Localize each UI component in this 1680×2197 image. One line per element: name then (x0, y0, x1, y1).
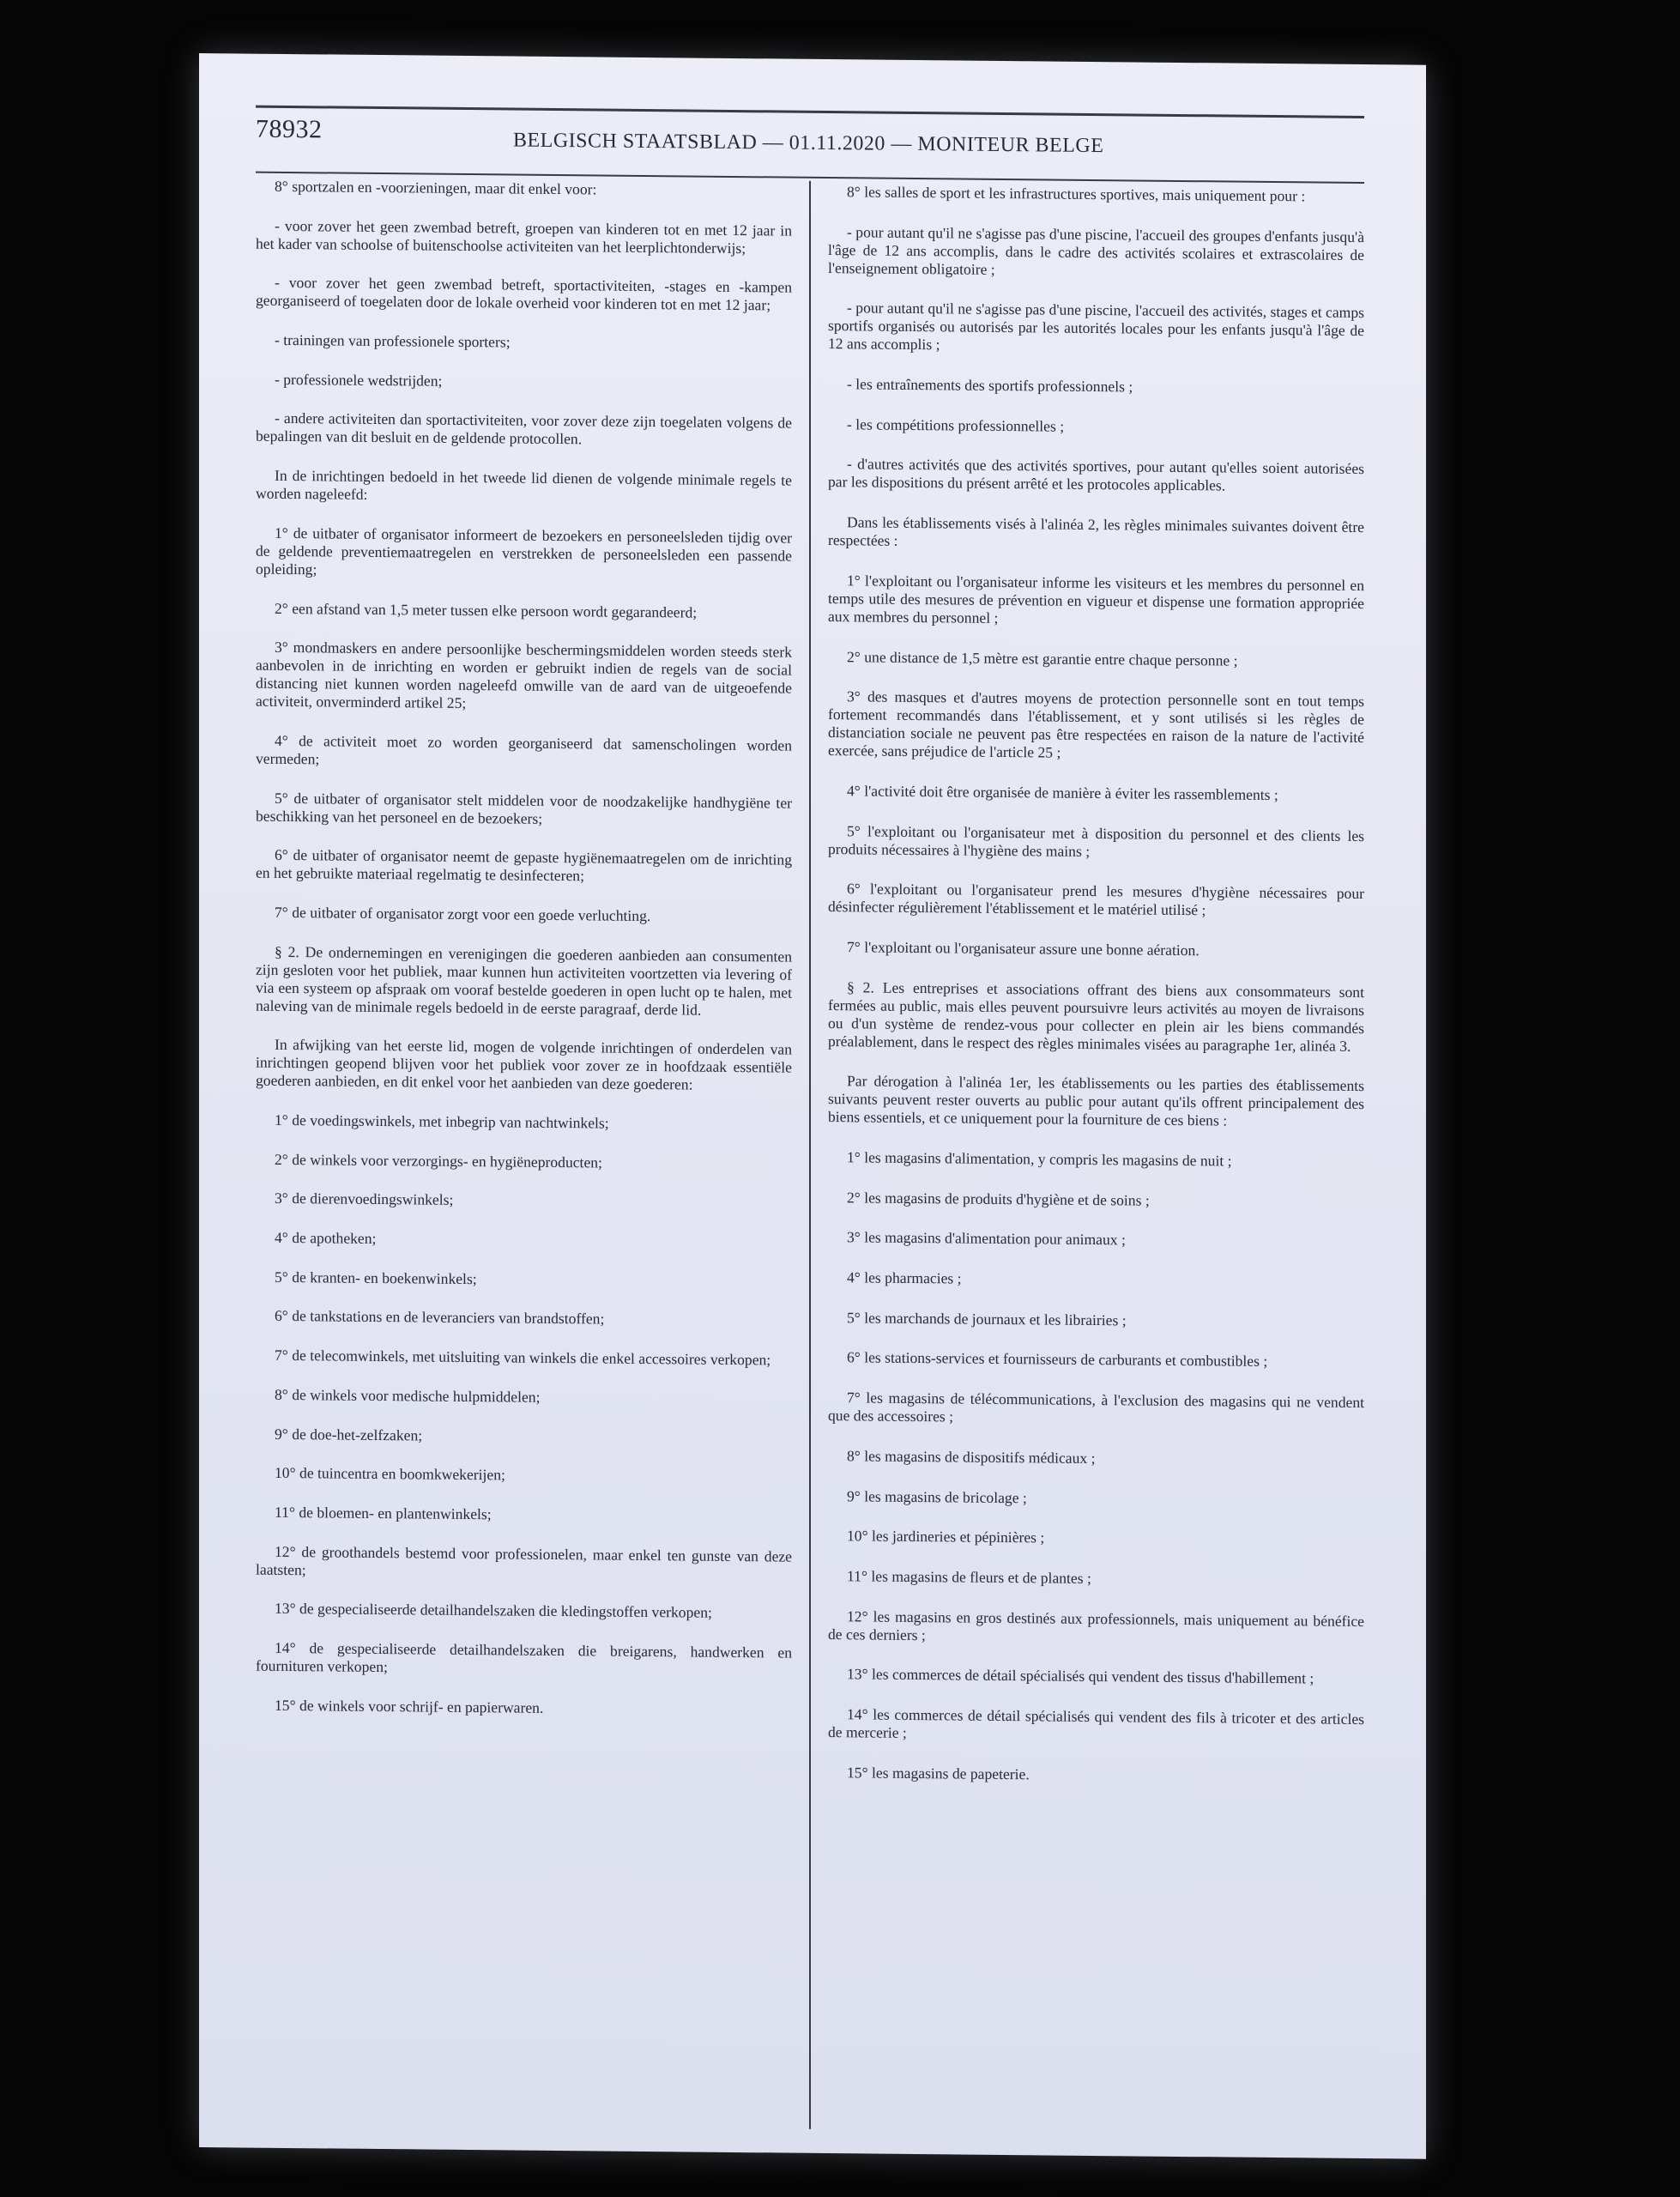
paragraph: 8° les salles de sport et les infrastructures sportives, mais uniquement pour : (847, 183, 1306, 205)
paragraph: 15° les magasins de papeterie. (847, 1763, 1030, 1782)
publication-title: BELGISCH STAATSBLAD — 01.11.2020 — MONITEUR BELGE (513, 129, 1104, 158)
paragraph: 2° de winkels voor verzorgings- en hygiëneproducten; (275, 1150, 602, 1171)
paragraph: 9° les magasins de bricolage ; (847, 1486, 1027, 1506)
page-header (256, 106, 1364, 184)
paragraph: 11° les magasins de fleurs et de plantes ; (847, 1567, 1091, 1587)
paragraph: 2° les magasins de produits d'hygiène et de soins ; (847, 1188, 1150, 1209)
paragraph: 12° de groothandels bestemd voor professionelen, maar enkel ten gunste van deze laatsten; (256, 1542, 792, 1578)
paragraph: 13° de gespecialiseerde detailhandelszaken die kledingstoffen verkopen; (275, 1600, 712, 1621)
paragraph: Par dérogation à l'alinéa 1er, les établissements ou les parties des établissements suivants peuvent rester ouverts au public pour autant qu'ils offrent principalement des biens essentiels, et ce uniquement pour la fourniture de ces biens : (828, 1072, 1364, 1129)
paragraph: 1° les magasins d'alimentation, y compris les magasins de nuit ; (847, 1148, 1232, 1170)
paragraph: Dans les établissements visés à l'alinéa 2, les règles minimales suivantes doivent être respectées : (828, 513, 1364, 549)
paragraph: 4° de activiteit moet zo worden georganiseerd dat samenscholingen worden vermeden; (256, 731, 792, 768)
column-divider (809, 181, 811, 2129)
paragraph: - voor zover het geen zwembad betreft, groepen van kinderen tot en met 12 jaar in het kader van schoolse of buitenschoolse activiteiten van het leerplichtonderwijs; (256, 216, 792, 257)
paragraph: 2° une distance de 1,5 mètre est garantie entre chaque personne ; (847, 647, 1238, 669)
paragraph: 4° les pharmacies ; (847, 1268, 962, 1287)
paragraph: § 2. Les entreprises et associations offrant des biens aux consommateurs sont fermées au public, mais elles peuvent poursuivre leurs activités au moyen de livraisons ou d'un système de rendez-vous pour collecter en plein air les biens commandés préalablement, dans le respect des règles minimales visées au paragraphe 1er, alinéa 3. (828, 977, 1364, 1055)
paragraph: 6° l'exploitant ou l'organisateur prend les mesures d'hygiène nécessaires pour désinfecter régulièrement l'établissement et le matériel utilisé ; (828, 880, 1364, 919)
paragraph: 5° l'exploitant ou l'organisateur met à disposition du personnel et des clients les produits nécessaires à l'hygiène des mains ; (828, 821, 1364, 860)
paragraph: 3° les magasins d'alimentation pour animaux ; (847, 1228, 1126, 1249)
paragraph: 7° de telecomwinkels, met uitsluiting van winkels die enkel accessoires verkopen; (275, 1346, 771, 1369)
display-screen (199, 53, 1426, 2159)
paragraph: - les compétitions professionnelles ; (847, 415, 1065, 435)
paragraph: 3° des masques et d'autres moyens de protection personnelle sont en tout temps fortement recommandés dans l'établissement, et y sont utilisés si les règles de distanciation sociale ne peuvent pas être respectées en raison de la nature de l'activité exercée, sans préjudice de l'article 25 ; (828, 687, 1364, 761)
paragraph: In afwijking van het eerste lid, mogen de volgende inrichtingen of onderdelen van inrichtingen geopend blijven voor het publiek voor zover ze in hoofdzaak essentiële goederen aanbieden, en dit enkel voor het aanbieden van deze goederen: (256, 1036, 792, 1093)
paragraph: 5° de kranten- en boekenwinkels; (275, 1268, 477, 1287)
paragraph: 7° les magasins de télécommunications, à l'exclusion des magasins qui ne vendent que des accessoires ; (828, 1389, 1364, 1425)
paragraph: 7° de uitbater of organisator zorgt voor een goede verluchting. (275, 903, 651, 924)
paragraph: 11° de bloemen- en plantenwinkels; (275, 1503, 492, 1523)
paragraph: 5° de uitbater of organisator stelt middelen voor de noodzakelijke handhygiëne ter beschikking van het personeel en de bezoekers; (256, 789, 792, 827)
paragraph: - andere activiteiten dan sportactiviteiten, voor zover deze zijn toegelaten volgens de bepalingen van dit besluit en de geldende protocollen. (256, 409, 792, 448)
paragraph: 7° l'exploitant ou l'organisateur assure une bonne aération. (847, 938, 1200, 959)
paragraph: 10° les jardineries et pépinières ; (847, 1527, 1045, 1546)
paragraph: 1° de uitbater of organisator informeert de bezoekers en personeelsleden tijdig over de geldende preventiemaatregelen en verstrekken de personeelsleden een passende opleiding; (256, 524, 792, 578)
paragraph: 1° de voedingswinkels, met inbegrip van nachtwinkels; (275, 1111, 609, 1132)
paragraph: 6° de uitbater of organisator neemt de gepaste hygiënemaatregelen om de inrichting en het gebruikte materiaal regelmatig te desinfecteren; (256, 846, 792, 885)
paragraph: 3° mondmaskers en andere persoonlijke beschermingsmiddelen worden steeds sterk aanbevolen in de inrichting en worden er gebruikt indien de regels van de social distancing niet kunnen worden nageleefd omwille van de aard van de uitgeoefende activiteit, onverminderd artikel 25; (256, 639, 792, 712)
paragraph: - les entraînements des sportifs professionnels ; (847, 375, 1133, 396)
paragraph: 5° les marchands de journaux et les librairies ; (847, 1308, 1127, 1329)
paragraph: 12° les magasins en gros destinés aux professionnels, mais uniquement au bénéfice de ces derniers ; (828, 1607, 1364, 1643)
paragraph: - pour autant qu'il ne s'agisse pas d'une piscine, l'accueil des activités, stages et camps sportifs organisés ou autorisés par les autorités locales pour les enfants jusqu'à l'âge de 12 ans accomplis ; (828, 299, 1364, 354)
paragraph: 3° de dierenvoedingswinkels; (275, 1189, 454, 1209)
paragraph: 10° de tuincentra en boomkwekerijen; (275, 1464, 505, 1484)
paragraph: - voor zover het geen zwembad betreft, sportactiviteiten, -stages en -kampen georganiseerd of toegelaten door de lokale overheid voor kinderen tot en met 12 jaar; (256, 274, 792, 314)
paragraph: - professionele wedstrijden; (275, 370, 443, 390)
gazette-page (256, 106, 1364, 2141)
paragraph: 4° de apotheken; (275, 1228, 377, 1248)
paragraph: 6° de tankstations en de leveranciers van brandstoffen; (275, 1307, 605, 1328)
paragraph: § 2. De ondernemingen en verenigingen die goederen aanbieden aan consumenten zijn gesloten voor het publiek, maar kunnen hun activiteiten voortzetten via levering of via een systeem op afspraak om vooraf bestelde goederen in open lucht op te halen, met naleving van de minimale regels bedoeld in de eerste paragraaf, derde lid. (256, 942, 792, 1019)
paragraph: 6° les stations-services et fournisseurs de carburants et combustibles ; (847, 1348, 1268, 1371)
paragraph: 14° les commerces de détail spécialisés qui vendent des fils à tricoter et des articles de mercerie ; (828, 1705, 1364, 1741)
paragraph: - d'autres activités que des activités sportives, pour autant qu'elles soient autorisées par les dispositions du présent arrêté et les protocoles applicables. (828, 455, 1364, 494)
dutch-column (256, 178, 792, 1740)
paragraph: 13° les commerces de détail spécialisés qui vendent des tissus d'habillement ; (847, 1665, 1314, 1687)
paragraph: 8° de winkels voor medische hulpmiddelen; (275, 1385, 541, 1406)
paragraph: In de inrichtingen bedoeld in het tweede lid dienen de volgende minimale regels te worden nageleefd: (256, 466, 792, 504)
french-column (828, 183, 1364, 1808)
paragraph: - trainingen van professionele sporters; (275, 330, 511, 351)
paragraph: 14° de gespecialiseerde detailhandelszaken die breigarens, handwerken en fournituren verkopen; (256, 1638, 792, 1676)
paragraph: 8° les magasins de dispositifs médicaux ; (847, 1447, 1096, 1467)
page-number: 78932 (256, 114, 323, 144)
paragraph: 9° de doe-het-zelfzaken; (275, 1425, 423, 1443)
paragraph: - pour autant qu'il ne s'agisse pas d'une piscine, l'accueil des groupes d'enfants jusqu'à l'âge de 12 ans accomplis, dans le cadre des activités scolaires et extrascolaires de l'enseignement obligatoire ; (828, 222, 1364, 278)
paragraph: 4° l'activité doit être organisée de manière à éviter les rassemblements ; (847, 782, 1278, 803)
paragraph: 1° l'exploitant ou l'organisateur informe les visiteurs et les membres du personnel en temps utile des mesures de prévention en vigueur et dispense une formation appropriée aux membres du personnel ; (828, 572, 1364, 626)
paragraph: 2° een afstand van 1,5 meter tussen elke persoon wordt gegarandeerd; (275, 599, 698, 621)
paragraph: 8° sportzalen en -voorzieningen, maar dit enkel voor: (275, 177, 597, 198)
paragraph: 15° de winkels voor schrijf- en papierwaren. (275, 1696, 544, 1716)
